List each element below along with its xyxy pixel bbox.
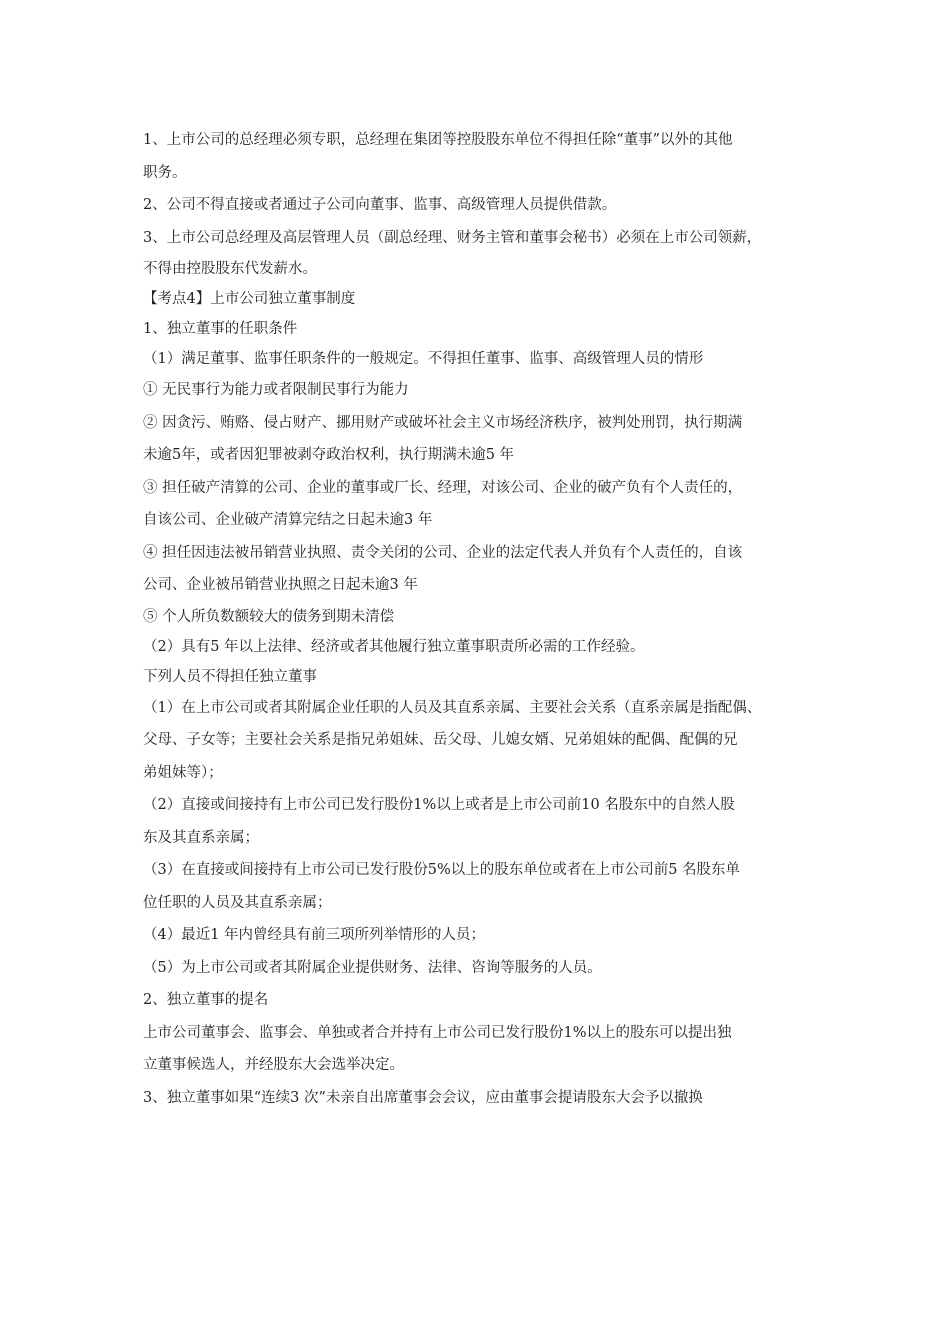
text-line: 3、上市公司总经理及高层管理人员（副总经理、财务主管和董事会秘书）必须在上市公司领薪， — [143, 229, 762, 246]
document-body — [143, 124, 823, 1114]
text-line: 3、独立董事如果“连续3 次”未亲自出席董事会会议，应由董事会提请股东大会予以撤换 — [143, 1089, 703, 1106]
text-line: 位任职的人员及其直系亲属； — [143, 894, 332, 911]
list-item: ⑤ 个人所负数额较大的债务到期未清偿 — [143, 608, 395, 625]
text-line: 立董事候选人，并经股东大会选举决定。 — [143, 1057, 404, 1073]
text-line: 弟姐妹等）； — [143, 764, 223, 781]
text-line: 自该公司、企业破产清算完结之日起未逾3 年 — [143, 512, 433, 528]
list-item: ③ 担任破产清算的公司、企业的董事或厂长、经理，对该公司、企业的破产负有个人责任的， — [143, 479, 743, 496]
subsection-heading: 2、独立董事的提名 — [143, 992, 269, 1008]
text-line: （1）在上市公司或者其附属企业任职的人员及其直系亲属、主要社会关系（直系亲属是指配偶、 — [143, 699, 762, 716]
text-line: 上市公司董事会、监事会、单独或者合并持有上市公司已发行股份1%以上的股东可以提出独 — [143, 1024, 732, 1041]
text-line: 1、上市公司的总经理必须专职，总经理在集团等控股股东单位不得担任除“董事”以外的其他 — [143, 132, 733, 148]
text-line: 不得由控股股东代发薪水。 — [143, 261, 317, 277]
text-line: 父母、子女等；主要社会关系是指兄弟姐妹、岳父母、儿媳女婿、兄弟姐妹的配偶、配偶的兄 — [143, 732, 738, 748]
text-line: （2）直接或间接持有上市公司已发行股份1%以上或者是上市公司前10 名股东中的自然人股 — [143, 797, 735, 813]
list-item: ① 无民事行为能力或者限制民事行为能力 — [143, 382, 409, 398]
list-item: ② 因贪污、贿赂、侵占财产、挪用财产或破坏社会主义市场经济秩序，被判处刑罚，执行期满 — [143, 414, 743, 431]
section-heading: 【考点4】上市公司独立董事制度 — [143, 291, 356, 307]
text-line: （1）满足董事、监事任职条件的一般规定。不得担任董事、监事、高级管理人员的情形 — [143, 351, 704, 367]
text-line: （2）具有5 年以上法律、经济或者其他履行独立董事职责所必需的工作经验。 — [143, 638, 645, 655]
subsection-heading: 1、独立董事的任职条件 — [143, 321, 298, 337]
text-line: 东及其直系亲属； — [143, 829, 259, 846]
list-item: ④ 担任因违法被吊销营业执照、责令关闭的公司、企业的法定代表人并负有个人责任的，自该 — [143, 544, 743, 561]
text-line: 职务。 — [143, 164, 187, 181]
subsection-heading: 下列人员不得担任独立董事 — [143, 668, 317, 685]
text-line: 2、公司不得直接或者通过子公司向董事、监事、高级管理人员提供借款。 — [143, 197, 617, 213]
text-line: （3）在直接或间接持有上市公司已发行股份5%以上的股东单位或者在上市公司前5 名股东单 — [143, 862, 741, 878]
text-line: 未逾5年，或者因犯罪被剥夺政治权利，执行期满未逾5 年 — [143, 447, 515, 463]
text-line: （4）最近1 年内曾经具有前三项所列举情形的人员； — [143, 927, 486, 943]
text-line: （5）为上市公司或者其附属企业提供财务、法律、咨询等服务的人员。 — [143, 959, 602, 976]
text-line: 公司、企业被吊销营业执照之日起未逾3 年 — [143, 577, 418, 593]
